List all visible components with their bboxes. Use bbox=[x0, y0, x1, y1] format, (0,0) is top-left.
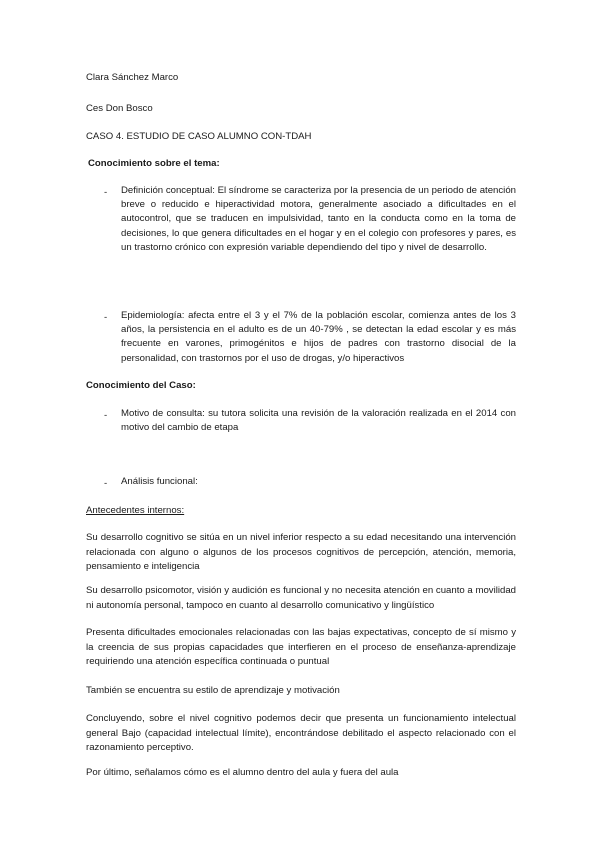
topic-heading: Conocimiento sobre el tema: bbox=[88, 158, 220, 169]
author-name: Clara Sánchez Marco bbox=[86, 72, 179, 83]
paragraph-conclusion: Concluyendo, sobre el nivel cognitivo podemos decir que presenta un funcionamiento intelectual general Bajo (capacidad intelectual límite), encontrándose debilitado el aspecto relacionado con el razonamiento perceptivo. bbox=[86, 713, 516, 754]
paragraph-emotional: Presenta dificultades emocionales relacionadas con las bajas expectativas, concepto de sí mismo y la creencia de sus propias capacidades que interfieren en el proceso de enseñanza-aprendizaje requiriendo una atención específica continuada o puntual bbox=[86, 627, 516, 668]
definition-text: Definición conceptual: El síndrome se caracteriza por la presencia de un periodo de atención breve o reducido e hiperactividad motora, generalmente asociado a dificultades en el autocontrol, que se traducen en impulsividad, tanto en la conducta como en la toma de decisiones, lo que genera dificultades en el hogar y en el colegio con profesores y pares, es un trastorno crónico con expresión variable dependiendo del tipo y nivel de desarrollo. bbox=[121, 185, 516, 253]
epidemiology-text: Epidemiología: afecta entre el 3 y el 7% de la población escolar, comienza antes de los 3 años, la persistencia en el adulto es de un 40-79% , se detectan la edad escolar y es más frecuente en varones, primogénitos e hijos de padres con trastorno disocial de la personalidad, con trastornos por el uso de drogas, y/o hiperactivos bbox=[121, 310, 516, 364]
functional-analysis-text: Análisis funcional: bbox=[121, 476, 198, 487]
case-heading: Conocimiento del Caso: bbox=[86, 380, 196, 391]
paragraph-cognitive: Su desarrollo cognitivo se sitúa en un nivel inferior respecto a su edad necesitando una intervención relacionada con alguno o algunos de los procesos cognitivos de percepción, atención, memoria, pensamiento e inteligencia bbox=[86, 532, 516, 573]
paragraph-psychomotor: Su desarrollo psicomotor, visión y audición es funcional y no necesita atención en cuanto a movilidad ni autonomía personal, tampoco en cuanto al desarrollo comunicativo y lingüístico bbox=[86, 585, 516, 611]
paragraph-learning-style: También se encuentra su estilo de aprendizaje y motivación bbox=[86, 685, 340, 696]
list-dash: - bbox=[104, 478, 108, 489]
consultation-reason-text: Motivo de consulta: su tutora solicita una revisión de la valoración realizada en el 2014 con motivo del cambio de etapa bbox=[121, 408, 516, 434]
list-dash: - bbox=[104, 312, 108, 323]
paragraph-final: Por último, señalamos cómo es el alumno dentro del aula y fuera del aula bbox=[86, 767, 399, 778]
list-dash: - bbox=[104, 410, 108, 421]
case-title: CASO 4. ESTUDIO DE CASO ALUMNO CON-TDAH bbox=[86, 131, 312, 142]
list-dash: - bbox=[104, 187, 108, 198]
antecedentes-heading: Antecedentes internos: bbox=[86, 505, 185, 516]
school-name: Ces Don Bosco bbox=[86, 103, 153, 114]
